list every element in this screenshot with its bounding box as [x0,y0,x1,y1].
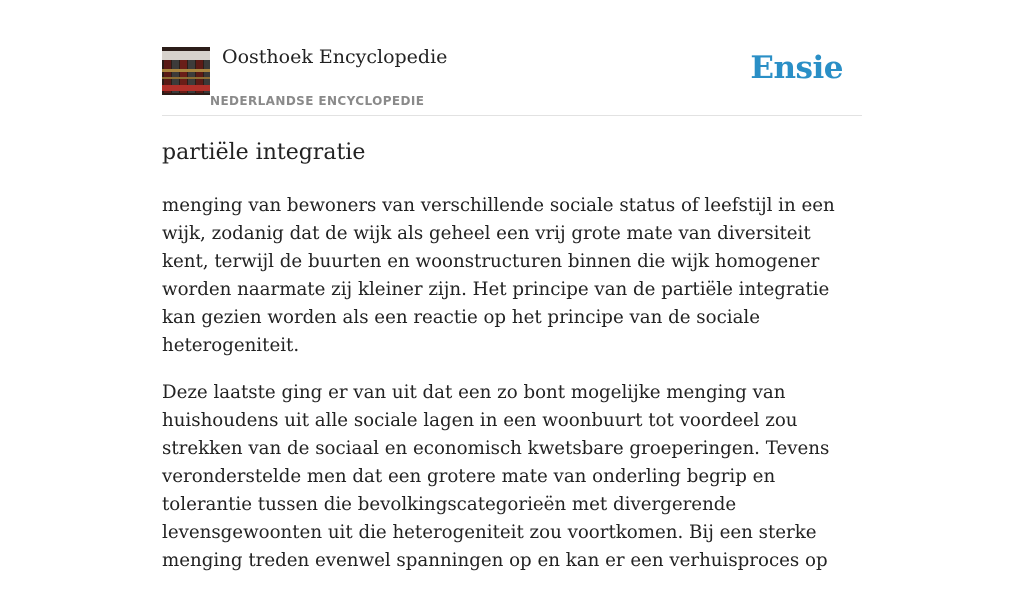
article-paragraph: Deze laatste ging er van uit dat een zo bont mogelijke menging van huishoudens uit alle sociale lagen in een woonbuurt tot voordeel zou strekken van de sociaal en economisch kwetsbare groeperingen. Tevens veronderstelde men dat een grotere mate van onderling begrip en tolerantie tussen die bevolkingscategorieën met divergerende levensgewoonten uit die heterogeniteit zou voortkomen. Bij een sterke menging treden evenwel spanningen op en kan er een verhuisproces op [162,382,830,571]
site-subtitle: NEDERLANDSE ENCYCLOPEDIE [210,94,425,108]
page-title: partiële integratie [162,140,366,165]
article-body [162,192,862,594]
site-header [162,40,862,116]
site-name[interactable]: Oosthoek Encyclopedie [222,46,448,68]
brand-logo[interactable]: Ensie [750,50,843,86]
article-paragraph: menging van bewoners van verschillende sociale status of leefstijl in een wijk, zodanig dat de wijk als geheel een vrij grote mate van diversiteit kent, terwijl de buurten en woonstructuren binnen die wijk homogener worden naarmate zij kleiner zijn. Het principe van de partiële integratie kan gezien worden als een reactie op het principe van de sociale heterogeniteit. [162,195,835,356]
encyclopedia-books-icon[interactable] [162,47,210,95]
